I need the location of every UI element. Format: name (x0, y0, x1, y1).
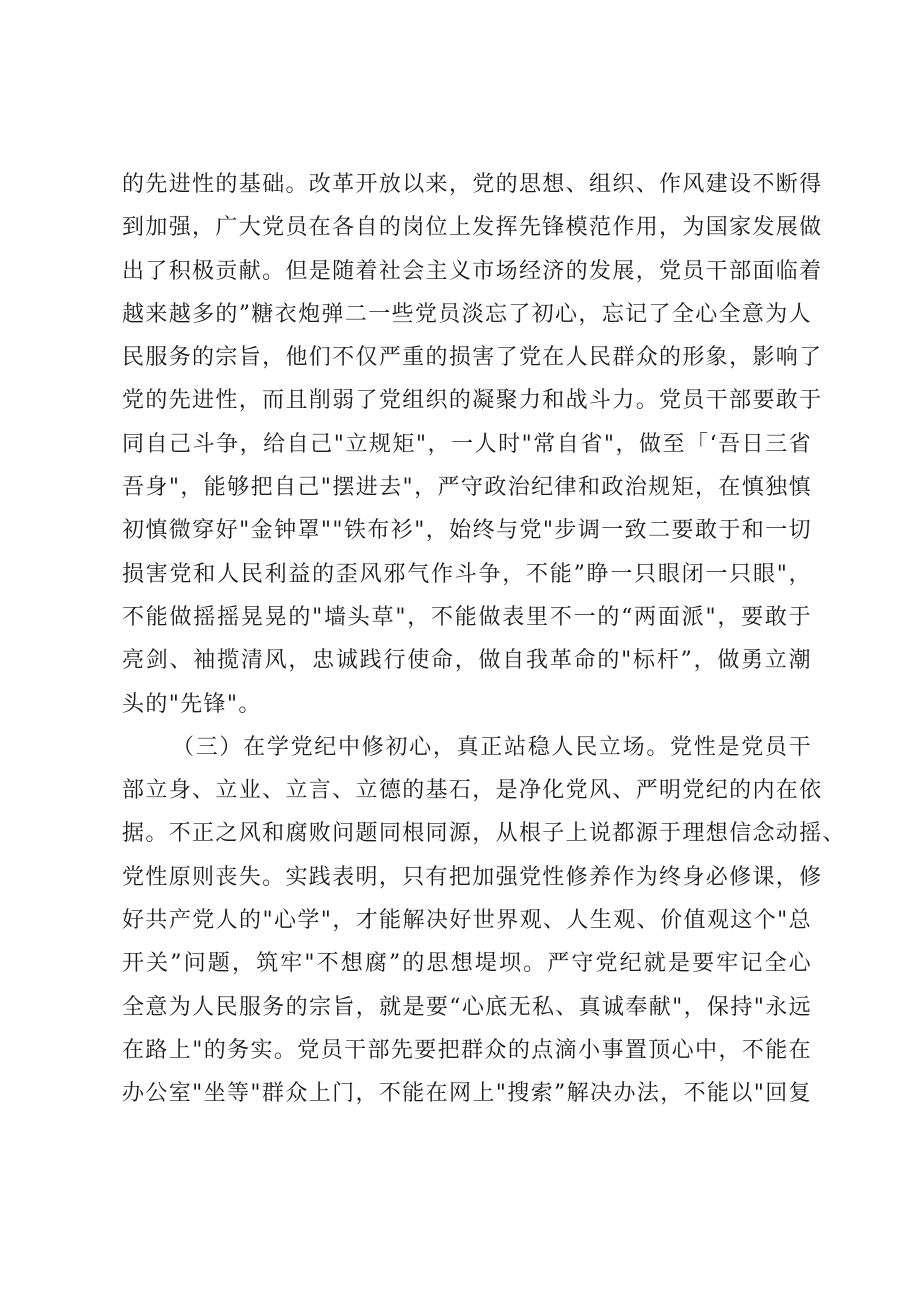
text-line: 的先进性的基础。改革开放以来，党的思想、组织、作风建设不断得 (122, 172, 823, 197)
text-line: 民服务的宗旨，他们不仅严重的损害了党在人民群众的形象，影响了 (122, 345, 823, 371)
text-line: 越来越多的”糖衣炮弹二一些党员淡忘了初心，忘记了全心全意为人 (122, 301, 812, 327)
section-heading-line: （三）在学党纪中修初心，真正站稳人民立场。党性是党员干 (172, 734, 812, 760)
text-line: 党的先进性，而且削弱了党组织的凝聚力和战斗力。党员干部要敢于 (122, 388, 823, 414)
text-line: 据。不正之风和腐败问题同根同源，从根子上说都源于理想信念动摇、 (122, 821, 846, 847)
text-line: 部立身、立业、立言、立德的基石，是净化党风、严明党纪的内在依 (122, 778, 823, 804)
paragraph-end-line: 头的"先锋"。 (122, 691, 262, 717)
text-line: 全意为人民服务的宗旨，就是要“心底无私、真诚奉献"，保持"永远 (122, 994, 812, 1020)
text-line: 开关”问题，筑牢"不想腐”的思想堤坝。严守党纪就是要牢记全心 (122, 951, 812, 977)
text-line: 在路上"的务实。党员干部先要把群众的点滴小事置顶心中，不能在 (122, 1037, 812, 1063)
text-line: 不能做摇摇晃晃的"墙头草"，不能做表里不一的“两面派"，要敢于 (122, 604, 812, 630)
body-text (122, 163, 846, 1116)
text-line: 到加强，广大党员在各自的岗位上发挥先锋模范作用，为国家发展做 (122, 215, 823, 241)
text-line: 出了积极贡献。但是随着社会主义市场经济的发展，党员干部面临着 (122, 258, 823, 284)
text-line: 好共产党人的"心学"，才能解决好世界观、人生观、价值观这个"总 (122, 908, 812, 934)
text-line: 吾身"，能够把自己"摆进去"，严守政治纪律和政治规矩，在慎独慎 (122, 475, 812, 501)
text-line: 办公室"坐等"群众上门，不能在网上"搜索”解决办法，不能以"回复 (122, 1081, 812, 1107)
text-line: 同自己斗争，给自己"立规矩"，一人时"常自省"，做至「‘吾日三省 (122, 431, 812, 457)
text-line: 初慎微穿好"金钟罩""铁布衫"，始终与党"步调一致二要敢于和一切 (122, 518, 812, 544)
text-line: 党性原则丧失。实践表明，只有把加强党性修养作为终身必修课，修 (122, 864, 823, 890)
text-line: 损害党和人民利益的歪风邪气作斗争，不能”睁一只眼闭一只眼"， (122, 561, 812, 587)
text-line: 亮剑、袖揽清风，忠诚践行使命，做自我革命的"标杆”，做勇立潮 (122, 648, 812, 674)
